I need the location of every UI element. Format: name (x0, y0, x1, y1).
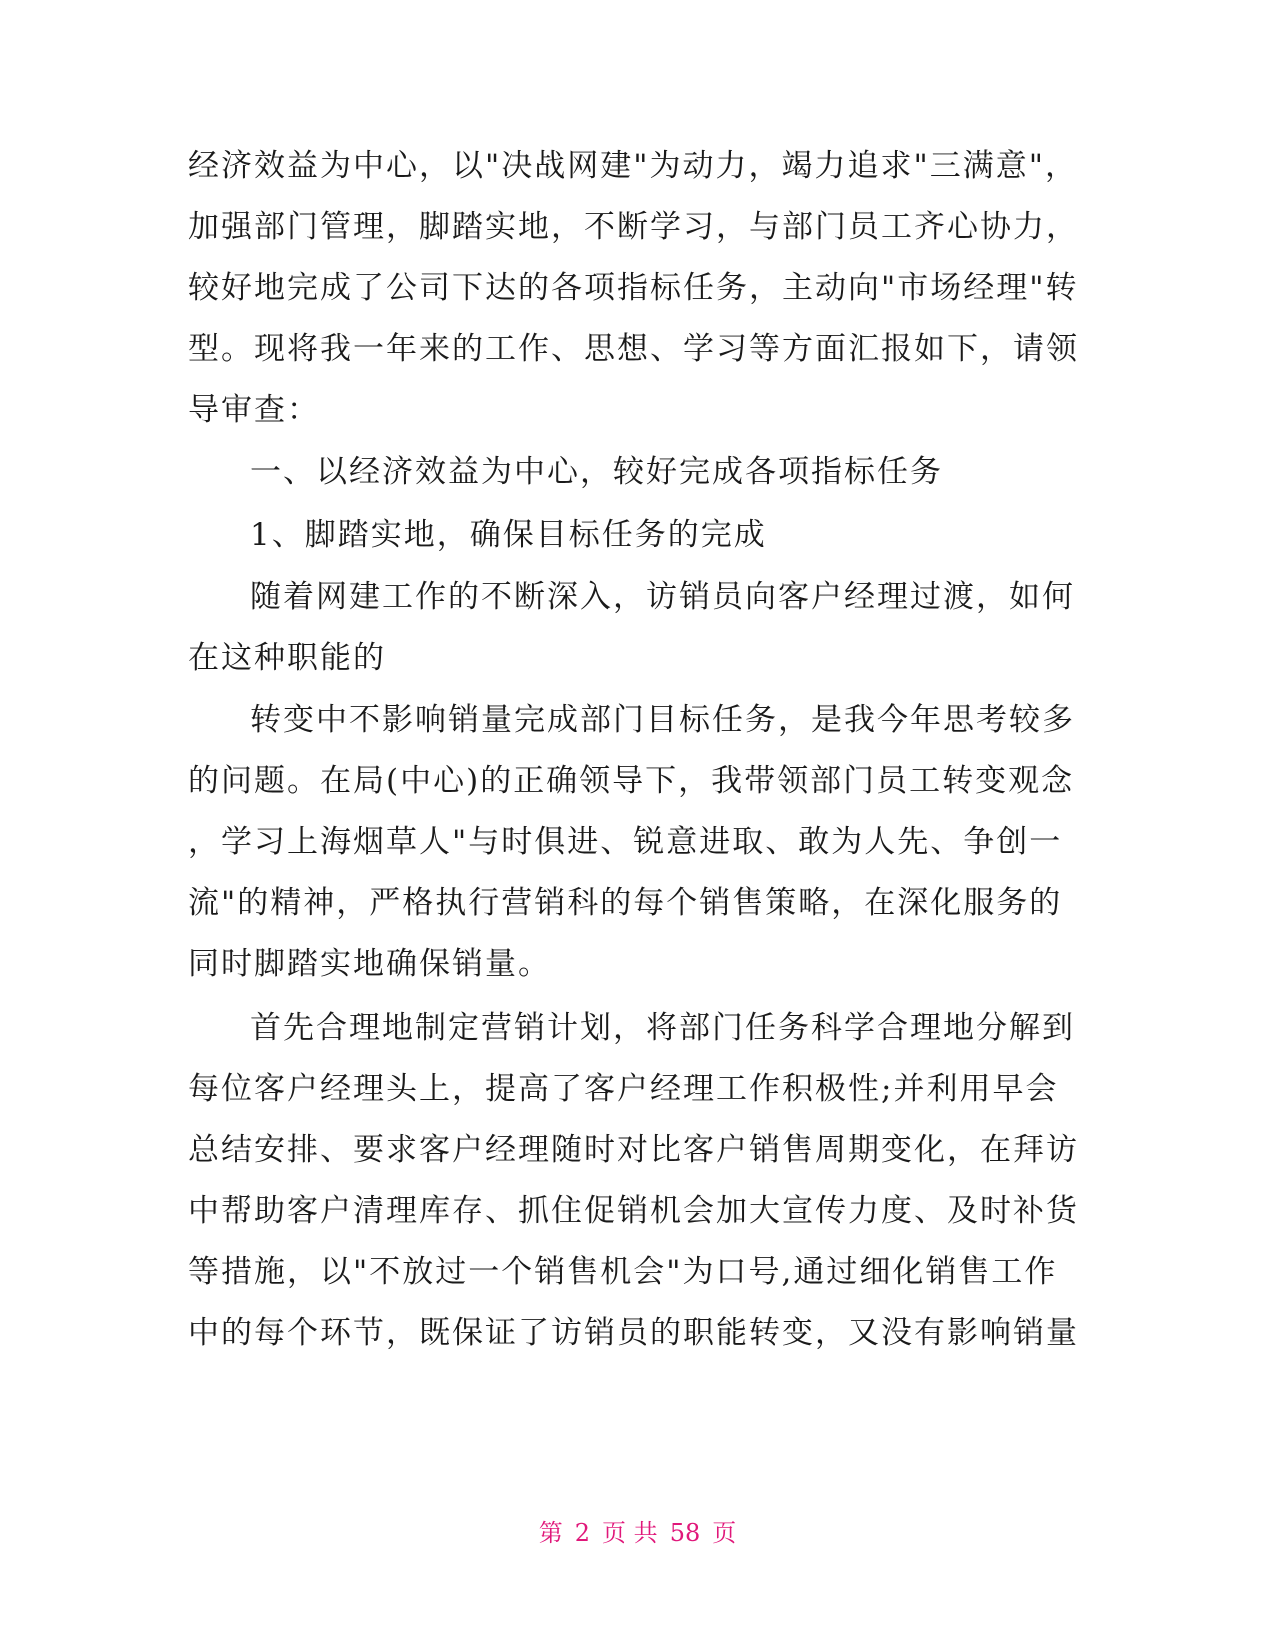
text-line: 较好地完成了公司下达的各项指标任务，主动向"市场经理"转 (188, 270, 1079, 306)
footer-middle: 页 共 (602, 1519, 658, 1547)
text-line: 型。现将我一年来的工作、思想、学习等方面汇报如下，请领 (188, 331, 1079, 367)
footer-prefix: 第 (538, 1519, 563, 1547)
text-line: 经济效益为中心，以"决战网建"为动力，竭力追求"三满意"， (188, 148, 1079, 184)
text-line: 随着网建工作的不断深入，访销员向客户经理过渡，如何 (250, 579, 1075, 615)
subsection-heading: 1、脚踏实地，确保目标任务的完成 (250, 517, 767, 553)
footer-total-pages: 58 (669, 1519, 701, 1547)
text-line: 每位客户经理头上，提高了客户经理工作积极性;并利用早会 (188, 1071, 1059, 1107)
footer-suffix: 页 (712, 1519, 737, 1547)
text-line: 加强部门管理，脚踏实地，不断学习，与部门员工齐心协力， (188, 209, 1079, 245)
text-line: 中的每个环节，既保证了访销员的职能转变，又没有影响销量 (188, 1315, 1079, 1351)
text-line: 转变中不影响销量完成部门目标任务，是我今年思考较多 (250, 702, 1075, 738)
text-line: 流"的精神，严格执行营销科的每个销售策略，在深化服务的 (188, 885, 1063, 921)
text-line: 在这种职能的 (188, 640, 386, 676)
text-line: 的问题。在局(中心)的正确领导下，我带领部门员工转变观念 (188, 763, 1075, 799)
section-heading: 一、以经济效益为中心，较好完成各项指标任务 (250, 454, 943, 490)
page-footer (0, 1518, 1275, 1548)
text-line: 等措施，以"不放过一个销售机会"为口号,通过细化销售工作 (188, 1254, 1058, 1290)
text-line: 中帮助客户清理库存、抓住促销机会加大宣传力度、及时补货 (188, 1193, 1079, 1229)
text-line: ，学习上海烟草人"与时俱进、锐意进取、敢为人先、争创一 (188, 824, 1063, 860)
text-line: 首先合理地制定营销计划，将部门任务科学合理地分解到 (250, 1010, 1075, 1046)
text-line: 同时脚踏实地确保销量。 (188, 946, 551, 982)
text-line: 总结安排、要求客户经理随时对比客户销售周期变化，在拜访 (188, 1132, 1079, 1168)
text-line: 导审查： (188, 392, 320, 428)
footer-page-number: 2 (574, 1519, 591, 1547)
